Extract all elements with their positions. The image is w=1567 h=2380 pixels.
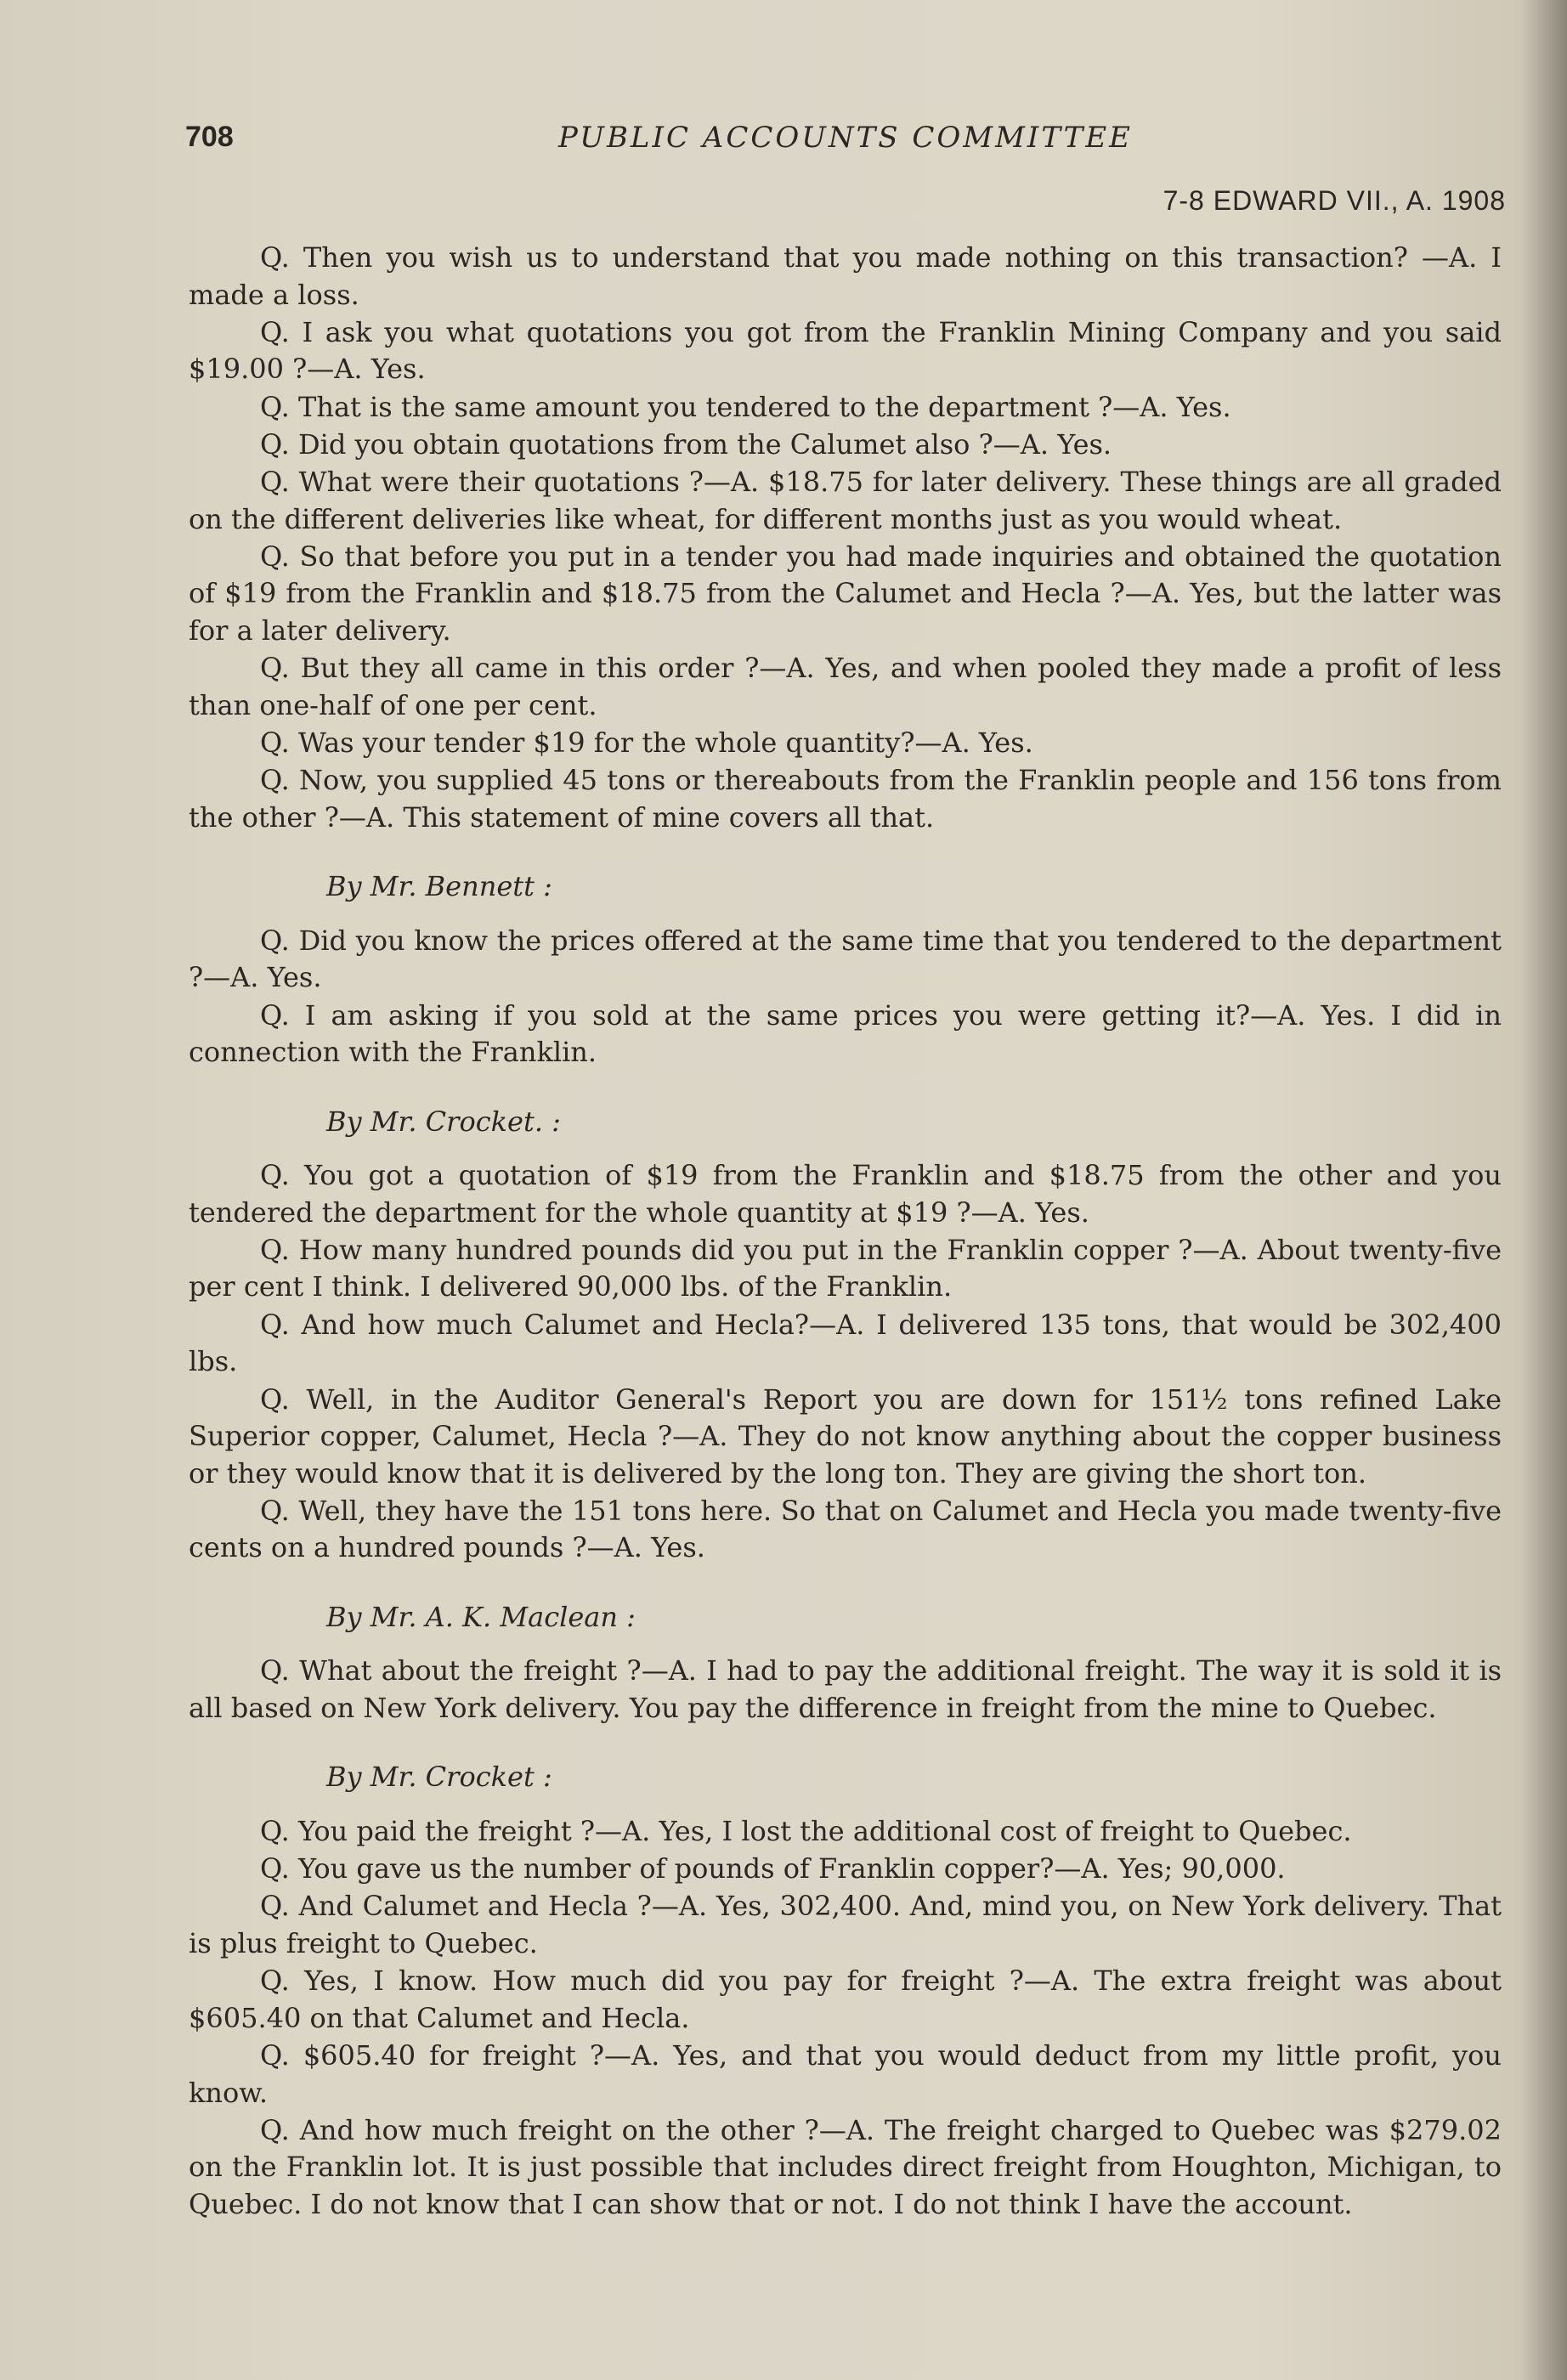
paragraph: Q. And Calumet and Hecla ?—A. Yes, 302,400. And, mind you, on New York delivery. That is plus freight to Quebec. — [189, 1890, 1502, 1959]
page-header — [185, 121, 1506, 163]
paragraph: Q. But they all came in this order ?—A. Yes, and when pooled they made a profit of less than one-half of one per cent. — [189, 652, 1502, 721]
paragraph: Q. What were their quotations ?—A. $18.75 for later delivery. These things are all graded on the different deliveries like wheat, for different months just as you would wheat. — [189, 466, 1502, 535]
paragraph: Q. You paid the freight ?—A. Yes, I lost the additional cost of freight to Quebec. — [260, 1814, 1352, 1847]
paragraph: Q. So that before you put in a tender you had made inquiries and obtained the quotation of $19 from the Franklin and $18.75 from the Calumet and Hecla ?—A. Yes, but the latter was for a later delivery. — [189, 540, 1502, 647]
paragraph: Q. And how much freight on the other ?—A. The freight charged to Quebec was $279.02 on the Franklin lot. It is just possible that includes direct freight from Houghton, Michigan, to Quebec. I do not know that I can show that or not. I do not think I have the account. — [189, 2113, 1502, 2220]
speaker-heading: By Mr. A. K. Maclean : — [326, 1600, 636, 1633]
speaker-heading: By Mr. Bennett : — [326, 870, 552, 903]
paragraph: Q. Did you know the prices offered at the same time that you tendered to the department ?—A. Yes. — [189, 924, 1502, 994]
running-title: PUBLIC ACCOUNTS COMMITTEE — [558, 121, 1133, 155]
page-body — [189, 240, 1502, 2224]
paragraph: Q. $605.40 for freight ?—A. Yes, and that you would deduct from my little profit, you know. — [189, 2039, 1502, 2109]
page-number: 708 — [185, 121, 234, 153]
paragraph: Q. You gave us the number of pounds of Franklin copper?—A. Yes; 90,000. — [260, 1852, 1286, 1885]
paragraph: Q. What about the freight ?—A. I had to pay the additional freight. The way it is sold it is all based on New York delivery. You pay the difference in freight from the mine to Quebec. — [189, 1654, 1502, 1724]
paragraph: Q. How many hundred pounds did you put in the Franklin copper ?—A. About twenty-five per cent I think. I delivered 90,000 lbs. of the Franklin. — [189, 1233, 1502, 1303]
paragraph: Q. And how much Calumet and Hecla?—A. I delivered 135 tons, that would be 302,400 lbs. — [189, 1308, 1502, 1378]
paragraph: Q. Was your tender $19 for the whole quantity?—A. Yes. — [260, 726, 1033, 760]
paragraph: Q. I ask you what quotations you got from the Franklin Mining Company and you said $19.00 ?—A. Yes. — [189, 315, 1502, 386]
paragraph: Q. Well, they have the 151 tons here. So that on Calumet and Hecla you made twenty-five cents on a hundred pounds ?—A. Yes. — [189, 1494, 1502, 1564]
paragraph: Q. You got a quotation of $19 from the Franklin and $18.75 from the other and you tendered the department for the whole quantity at $19 ?—A. Yes. — [189, 1159, 1502, 1229]
session-label: 7-8 EDWARD VII., A. 1908 — [1163, 185, 1506, 216]
paragraph: Q. Yes, I know. How much did you pay for freight ?—A. The extra freight was about $605.40 on that Calumet and Hecla. — [189, 1964, 1502, 2034]
paragraph: Q. Then you wish us to understand that you made nothing on this transaction? —A. I made a loss. — [189, 241, 1502, 311]
paragraph: Q. Well, in the Auditor General's Report you are down for 151½ tons refined Lake Superior copper, Calumet, Hecla ?—A. They do not know anything about the copper business or they would know that it is delivered by the long ton. They are giving the short ton. — [189, 1382, 1502, 1490]
paragraph: Q. I am asking if you sold at the same prices you were getting it?—A. Yes. I did in connection with the Franklin. — [189, 998, 1502, 1069]
speaker-heading: By Mr. Crocket : — [326, 1761, 552, 1794]
paragraph: Q. Now, you supplied 45 tons or thereabouts from the Franklin people and 156 tons from the other ?—A. This statement of mine covers all that. — [189, 764, 1502, 834]
speaker-heading: By Mr. Crocket. : — [326, 1105, 561, 1138]
paragraph: Q. That is the same amount you tendered to the department ?—A. Yes. — [260, 390, 1231, 423]
paragraph: Q. Did you obtain quotations from the Calumet also ?—A. Yes. — [260, 427, 1112, 461]
